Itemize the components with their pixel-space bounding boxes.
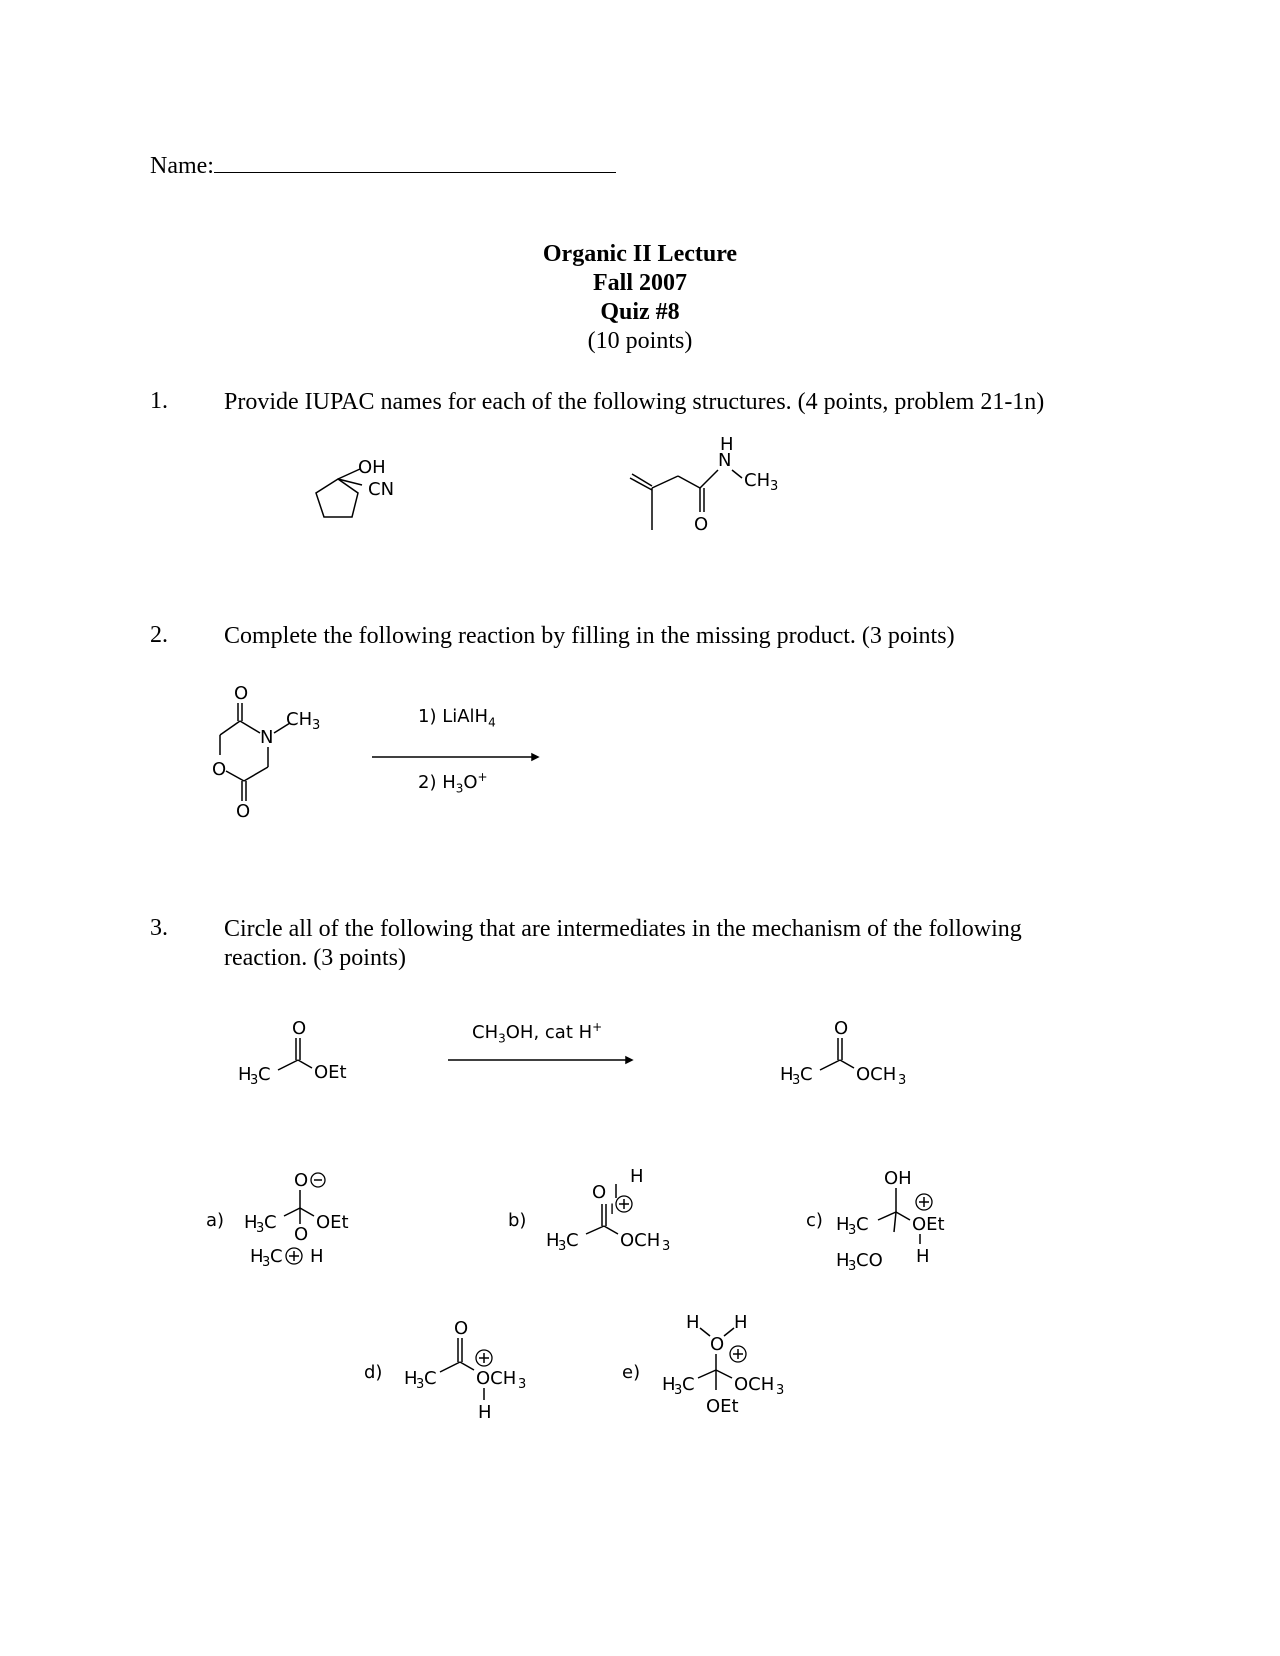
q2-reagent-step1-text: 1) LiAlH	[418, 706, 489, 727]
term: Fall 2007	[593, 270, 687, 296]
choice-a-label[interactable]: a)	[206, 1210, 225, 1231]
svg-text:H: H	[734, 1312, 748, 1333]
question-2-text: Complete the following reaction by filling in the missing product. (3 points)	[224, 623, 955, 649]
svg-text:3: 3	[674, 1383, 683, 1398]
svg-text:OEt: OEt	[912, 1214, 945, 1235]
structure-morpholinedione	[212, 685, 352, 825]
q3-reagent-text: CH	[472, 1022, 499, 1043]
svg-text:O: O	[236, 801, 251, 822]
q3-reagent-sup: +	[592, 1020, 603, 1034]
svg-text:OCH: OCH	[856, 1064, 897, 1085]
total-points: (10 points)	[587, 328, 693, 354]
choice-a-structure[interactable]	[244, 1168, 374, 1268]
question-1-text: Provide IUPAC names for each of the following structures. (4 points, problem 21-1n)	[224, 389, 1045, 415]
choice-e-label[interactable]: e)	[622, 1362, 641, 1383]
svg-text:C: C	[566, 1230, 579, 1251]
svg-text:H: H	[478, 1402, 492, 1423]
q2-reagent-step2-sub: 3	[455, 781, 464, 796]
svg-text:H: H	[238, 1064, 252, 1085]
svg-text:CN: CN	[368, 479, 395, 500]
name-blank[interactable]	[214, 150, 616, 173]
svg-text:H: H	[916, 1246, 930, 1267]
svg-text:OH: OH	[358, 457, 386, 478]
svg-text:H: H	[686, 1312, 700, 1333]
svg-text:C: C	[270, 1246, 283, 1267]
svg-text:3: 3	[558, 1239, 567, 1254]
svg-text:H: H	[250, 1246, 264, 1267]
choice-c-label[interactable]: c)	[806, 1210, 823, 1231]
svg-text:C: C	[258, 1064, 271, 1085]
question-1-number: 1.	[150, 388, 168, 414]
svg-text:C: C	[264, 1212, 277, 1233]
q3-reaction-arrow	[448, 1055, 638, 1065]
choice-d-structure[interactable]	[404, 1318, 544, 1428]
svg-text:H: H	[662, 1374, 676, 1395]
structure-n-methyl-amide	[630, 434, 800, 550]
svg-text:H: H	[630, 1166, 644, 1187]
q3-reagents	[472, 1020, 602, 1046]
q2-reagent-step2	[418, 770, 488, 796]
choice-e-structure[interactable]	[662, 1310, 812, 1440]
choice-c-structure[interactable]	[836, 1168, 966, 1278]
svg-text:H: H	[720, 434, 734, 455]
svg-text:C: C	[800, 1064, 813, 1085]
svg-text:H: H	[310, 1246, 324, 1267]
svg-text:3: 3	[416, 1377, 425, 1392]
svg-text:3: 3	[848, 1223, 857, 1238]
svg-text:3: 3	[776, 1383, 785, 1398]
q3-reagent-tail: OH, cat H	[505, 1022, 593, 1043]
svg-text:N: N	[260, 727, 274, 748]
q2-reaction-arrow	[372, 752, 542, 762]
svg-text:O: O	[294, 1170, 309, 1191]
svg-text:3: 3	[256, 1221, 265, 1236]
svg-text:3: 3	[770, 479, 779, 494]
svg-text:H: H	[244, 1212, 258, 1233]
choice-b-label[interactable]: b)	[508, 1210, 527, 1231]
q3-reagent-sub: 3	[498, 1031, 506, 1046]
svg-text:OH: OH	[884, 1168, 912, 1189]
svg-text:3: 3	[518, 1377, 527, 1392]
svg-text:H: H	[836, 1250, 850, 1271]
structure-methyl-acetate	[780, 1020, 920, 1090]
svg-text:3: 3	[792, 1073, 801, 1088]
svg-text:3: 3	[312, 718, 321, 733]
svg-text:O: O	[212, 759, 227, 780]
svg-text:N: N	[718, 450, 732, 471]
svg-text:OCH: OCH	[734, 1374, 775, 1395]
svg-text:H: H	[780, 1064, 794, 1085]
svg-text:CO: CO	[856, 1250, 883, 1271]
svg-text:C: C	[424, 1368, 437, 1389]
choice-b-structure[interactable]	[546, 1168, 686, 1268]
svg-text:3: 3	[662, 1239, 671, 1254]
q2-reagent-step2-sup: +	[477, 770, 488, 784]
svg-text:3: 3	[898, 1073, 907, 1088]
svg-text:O: O	[292, 1018, 307, 1039]
svg-text:H: H	[404, 1368, 418, 1389]
svg-text:OEt: OEt	[314, 1062, 347, 1083]
course-title: Organic II Lecture	[542, 241, 738, 267]
svg-text:OCH: OCH	[620, 1230, 661, 1251]
q2-reagent-step2-tail: O	[463, 772, 478, 793]
svg-text:CH: CH	[286, 709, 313, 730]
svg-text:C: C	[856, 1214, 869, 1235]
question-3-number: 3.	[150, 915, 168, 941]
question-2-number: 2.	[150, 622, 168, 648]
svg-text:H: H	[836, 1214, 850, 1235]
name-field[interactable]	[150, 150, 616, 180]
q2-reagent-step1	[418, 706, 496, 730]
quiz-header	[0, 240, 1280, 356]
q2-reagent-step1-sub: 4	[488, 715, 496, 730]
svg-text:CH: CH	[744, 470, 771, 491]
quiz-number: Quiz #8	[600, 299, 680, 325]
svg-text:OEt: OEt	[706, 1396, 739, 1417]
svg-text:3: 3	[262, 1255, 271, 1270]
svg-text:C: C	[682, 1374, 695, 1395]
structure-cyclopentanone-cyanohydrin	[300, 455, 420, 535]
svg-text:I: I	[610, 1202, 615, 1218]
q2-reagent-step2-text: 2) H	[418, 772, 456, 793]
svg-text:O: O	[694, 514, 709, 535]
svg-text:OEt: OEt	[316, 1212, 349, 1233]
svg-text:OCH: OCH	[476, 1368, 517, 1389]
svg-text:O: O	[234, 683, 249, 704]
svg-text:O: O	[710, 1334, 725, 1355]
choice-d-label[interactable]: d)	[364, 1362, 383, 1383]
svg-text:3: 3	[848, 1259, 857, 1274]
svg-text:H: H	[546, 1230, 560, 1251]
question-3-text: Circle all of the following that are intermediates in the mechanism of the following reaction. (3 points)	[224, 916, 1022, 971]
svg-text:O: O	[454, 1318, 469, 1339]
svg-text:O: O	[294, 1224, 309, 1245]
name-label: Name:	[150, 153, 214, 179]
structure-ethyl-acetate	[238, 1020, 368, 1090]
svg-text:O: O	[592, 1182, 607, 1203]
svg-text:O: O	[834, 1018, 849, 1039]
svg-text:3: 3	[250, 1073, 259, 1088]
